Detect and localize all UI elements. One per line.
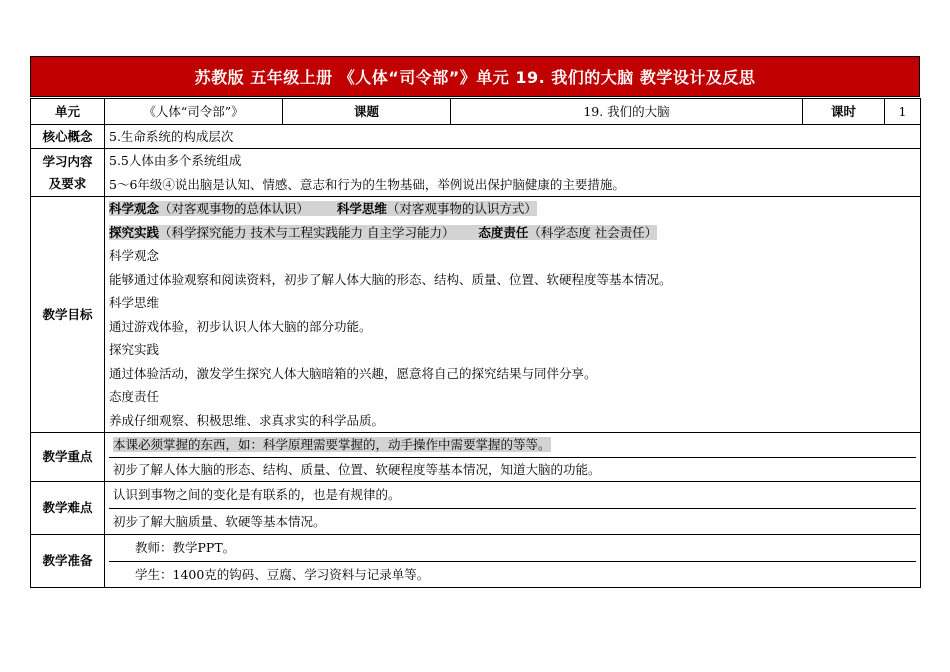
key-points-row	[31, 433, 921, 482]
period-value: 1	[885, 99, 921, 125]
lesson-label: 课题	[283, 99, 451, 125]
preparation-row	[31, 535, 921, 588]
document-title-banner	[30, 56, 920, 97]
preparation-content	[105, 535, 921, 588]
content-requirements-label-line2: 及要求	[48, 175, 87, 191]
objectives-row	[31, 197, 921, 433]
document-title: 苏教版 五年级上册 《人体“司令部”》单元 19. 我们的大脑 教学设计及反思	[194, 68, 756, 87]
objectives-label: 教学目标	[31, 197, 105, 433]
key-points-note-line	[109, 433, 916, 457]
lesson-plan-table	[30, 98, 921, 588]
tag-inquiry-practice: 探究实践（科学探究能力 技术与工程实践能力 自主学习能力） 态度责任（科学态度 社会责任）	[109, 224, 658, 240]
difficulties-note: 认识到事物之间的变化是有联系的，也是有规律的。	[113, 487, 401, 502]
objective-text-4: 养成仔细观察、积极思维、求真求实的科学品质。	[109, 412, 385, 428]
unit-label: 单元	[31, 99, 105, 125]
key-points-note: 本课必须掌握的东西，如：科学原理需要掌握的，动手操作中需要掌握的等等。	[113, 437, 551, 452]
difficulties-value: 初步了解大脑质量、软硬等基本情况。	[109, 508, 916, 534]
core-concept-value: 5.生命系统的构成层次	[105, 125, 921, 149]
difficulties-content	[105, 482, 921, 535]
period-label: 课时	[803, 99, 885, 125]
objective-text-1: 能够通过体验观察和阅读资料，初步了解人体大脑的形态、结构、质量、位置、软硬程度等基本情况。	[109, 271, 672, 287]
header-row	[31, 99, 921, 125]
objective-heading-3: 探究实践	[109, 342, 160, 357]
objective-heading-2: 科学思维	[109, 295, 160, 310]
content-requirements-label	[31, 149, 105, 197]
content-requirement-line1: 5.5人体由多个系统组成	[109, 153, 242, 168]
core-concept-row	[31, 125, 921, 149]
objective-heading-4: 态度责任	[109, 389, 160, 404]
preparation-label: 教学准备	[31, 535, 105, 588]
objective-text-2: 通过游戏体验，初步认识人体大脑的部分功能。	[109, 318, 372, 334]
difficulties-row	[31, 482, 921, 535]
difficulties-label: 教学难点	[31, 482, 105, 535]
core-concept-label: 核心概念	[31, 125, 105, 149]
objective-heading-1: 科学观念	[109, 248, 160, 263]
objectives-tags-line1	[109, 197, 916, 221]
preparation-student: 学生：1400克的钩码、豆腐、学习资料与记录单等。	[109, 561, 916, 587]
objectives-tags-line2	[109, 221, 916, 245]
tag-science-concept: 科学观念（对客观事物的总体认识） 科学思维（对客观事物的认识方式）	[109, 201, 537, 216]
key-points-value: 初步了解人体大脑的形态、结构、质量、位置、软硬程度等基本情况，知道大脑的功能。	[109, 457, 916, 482]
content-requirements-value	[105, 149, 921, 197]
lesson-value: 19. 我们的大脑	[451, 99, 803, 125]
objectives-content	[105, 197, 921, 433]
content-requirements-label-line1: 学习内容	[42, 153, 93, 169]
objective-text-3: 通过体验活动，激发学生探究人体大脑暗箱的兴趣，愿意将自己的探究结果与同伴分享。	[109, 365, 597, 381]
key-points-label: 教学重点	[31, 433, 105, 482]
unit-value: 《人体“司令部”》	[105, 99, 283, 125]
key-points-content	[105, 433, 921, 482]
preparation-teacher: 教师：教学PPT。	[135, 540, 236, 555]
content-requirement-line2: 5～6年级④说出脑是认知、情感、意志和行为的生物基础，举例说出保护脑健康的主要措施。	[109, 176, 625, 192]
content-requirements-row	[31, 149, 921, 197]
